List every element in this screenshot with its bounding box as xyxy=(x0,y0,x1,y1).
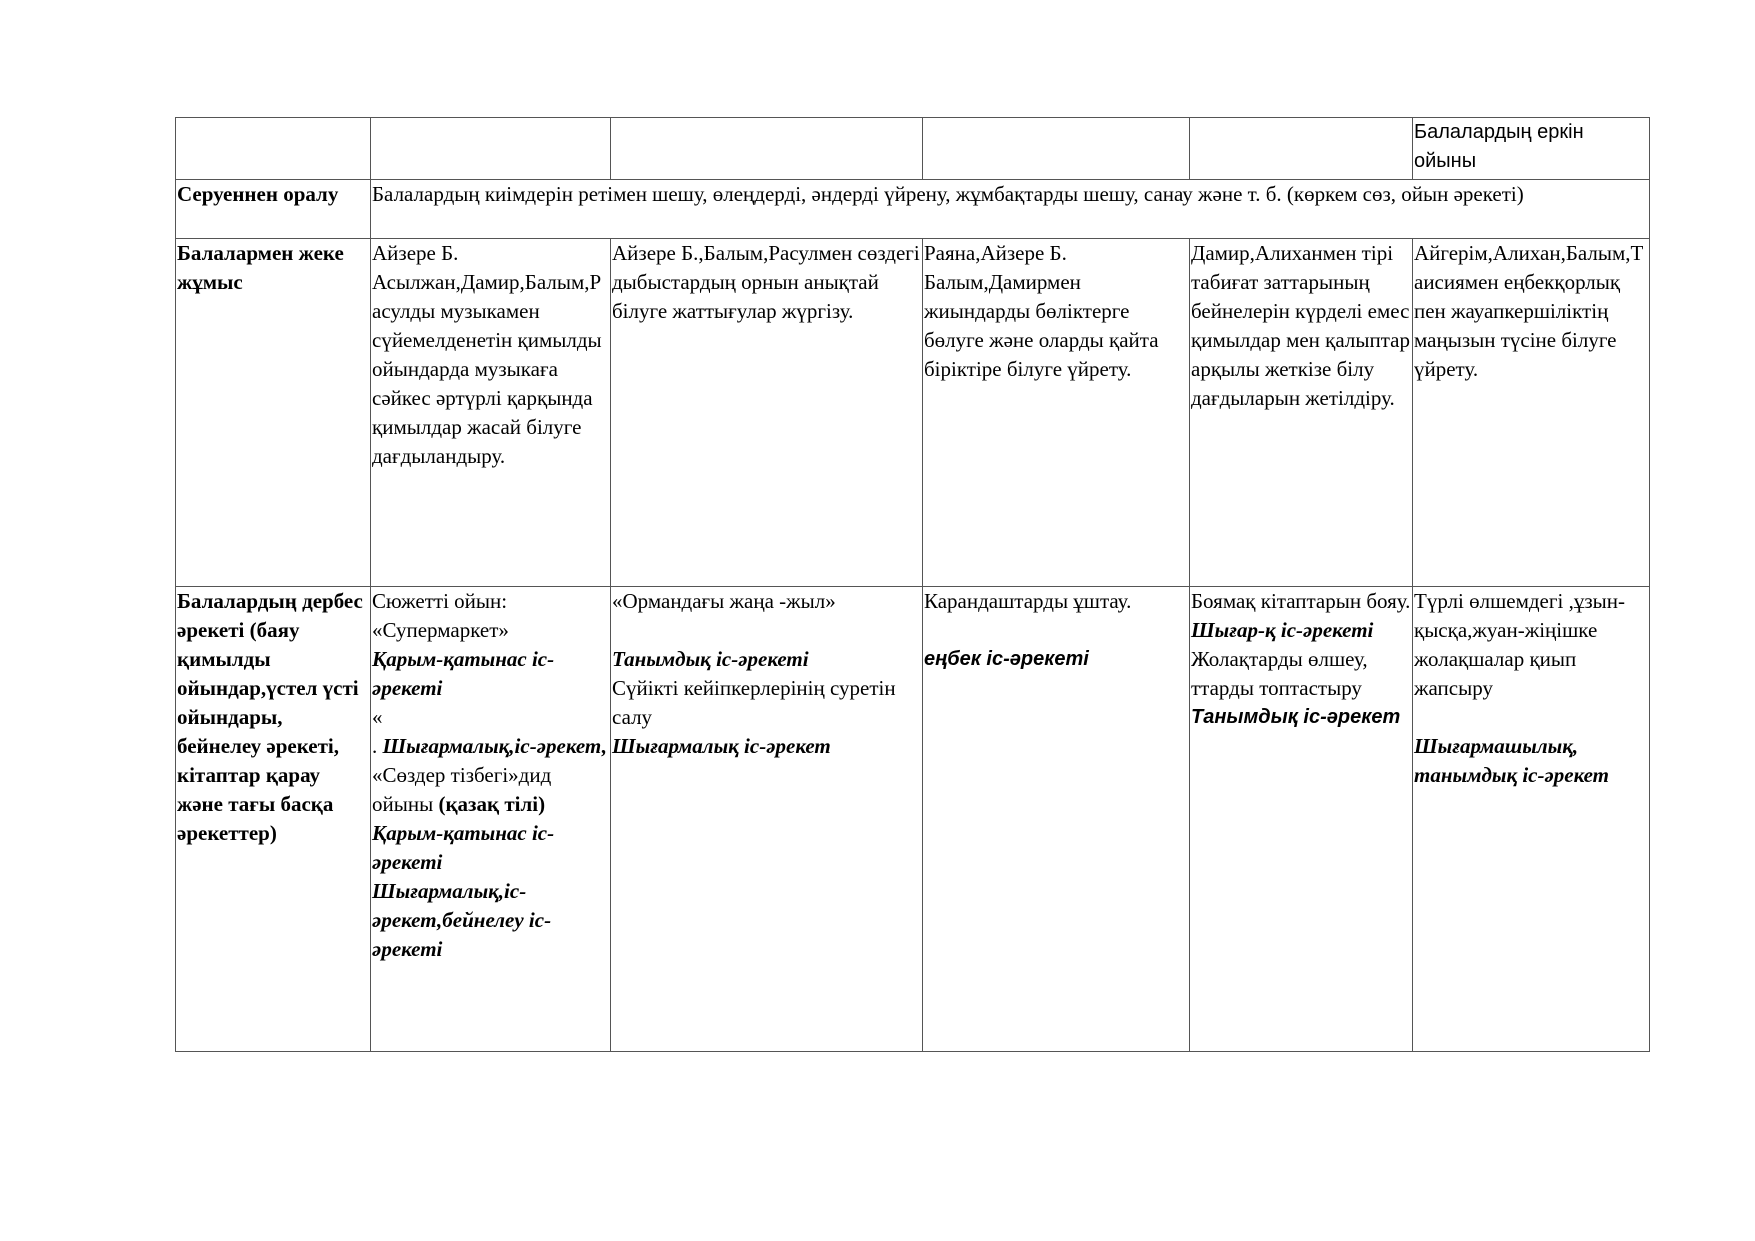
text-line xyxy=(372,761,609,819)
cell-individual-1: Айзере Б. Асылжан,Дамир,Балым,Расулды музыкамен сүйемелденетін қимылды ойындарда музыкаға сәйкес әртүрлі қарқында қимылдар жасай білуге дағдыландыру. xyxy=(371,239,611,587)
activity-type: Шығар-қ іс-әрекеті xyxy=(1191,618,1374,642)
cell-empty xyxy=(371,118,611,180)
table-row-return xyxy=(176,180,1650,239)
cell-empty xyxy=(923,118,1190,180)
table-row-top xyxy=(176,118,1650,180)
row-label-individual: Балалармен жеке жұмыс xyxy=(176,239,371,587)
activity-type: Танымдық іс-әрекет xyxy=(1191,706,1401,728)
cell-free-play: Балалардың еркін ойыны xyxy=(1413,118,1650,180)
activity-type: Қарым-қатынас іс-әрекеті xyxy=(372,647,555,700)
text-line xyxy=(372,732,609,761)
row-label-independent: Балалардың дербес әрекеті (баяу қимылды ойындар,үстел үсті ойындары, бейнелеу әрекеті, кітаптар қарау және тағы басқа әрекеттер) xyxy=(176,587,371,1052)
activity-type: Шығармалық,іс-әрекет, xyxy=(382,734,608,758)
text-line: «Ормандағы жаңа -жыл» xyxy=(612,589,836,613)
text-line: « xyxy=(372,705,383,729)
activity-type: Шығармалық,іс-әрекет,бейнелеу іс-әрекеті xyxy=(372,879,552,961)
activity-type: Шығармашылық, танымдық іс-әрекет xyxy=(1414,734,1610,787)
activity-type: Шығармалық іс-әрекет xyxy=(612,734,831,758)
table-row-individual xyxy=(176,239,1650,587)
cell-independent-2 xyxy=(611,587,923,1052)
table-row-independent xyxy=(176,587,1650,1052)
row-label-return: Серуеннен оралу xyxy=(176,180,371,239)
text-line: Сюжетті ойын: «Супермаркет» xyxy=(372,589,509,642)
cell-individual-5: Айгерім,Алихан,Балым,Таисиямен еңбекқорлық пен жауапкершіліктің маңызын түсіне білуге үйрету. xyxy=(1413,239,1650,587)
activity-type: Қарым-қатынас іс-әрекеті xyxy=(372,821,555,874)
activity-type: Танымдық іс-әрекеті xyxy=(612,647,809,671)
cell-independent-4 xyxy=(1190,587,1413,1052)
cell-empty xyxy=(176,118,371,180)
subject-label: (қазақ тілі) xyxy=(438,792,546,816)
text-line: Карандаштарды ұштау. xyxy=(924,589,1132,613)
cell-individual-4: Дамир,Алиханмен тірі табиғат заттарының бейнелерін күрделі емес қимылдар мен қалыптар арқылы жеткізе білу дағдыларын жетілдіру. xyxy=(1190,239,1413,587)
text-line: Боямақ кітаптарын бояу. xyxy=(1191,589,1411,613)
daily-plan-table xyxy=(175,117,1650,1052)
cell-empty xyxy=(1190,118,1413,180)
cell-independent-3 xyxy=(923,587,1190,1052)
cell-independent-1 xyxy=(371,587,611,1052)
text-line: Түрлі өлшемдегі ,ұзын-қысқа,жуан-жіңішке жолақшалар қиып жапсыру xyxy=(1414,589,1625,700)
cell-independent-5 xyxy=(1413,587,1650,1052)
text-line: Сүйікті кейіпкерлерінің суретін салу xyxy=(612,676,896,729)
cell-individual-2: Айзере Б.,Балым,Расулмен сөздегі дыбыстардың орнын анықтай білуге жаттығулар жүргізу. xyxy=(611,239,923,587)
cell-return-text: Балалардың киімдерін ретімен шешу, өлеңдерді, әндерді үйрену, жұмбақтарды шешу, санау және т. б. (көркем сөз, ойын әрекеті) xyxy=(371,180,1650,239)
text-fragment: «Сөздер тізбегі»дид ойыны xyxy=(372,763,552,816)
cell-empty xyxy=(611,118,923,180)
text-fragment: . xyxy=(372,734,383,758)
text-line: Жолақтарды өлшеу, ттарды топтастыру xyxy=(1191,647,1368,700)
activity-type: еңбек іс-әрекеті xyxy=(924,648,1089,670)
cell-individual-3: Раяна,Айзере Б. Балым,Дамирмен жиындарды бөліктерге бөлуге және оларды қайта біріктіре білуге үйрету. xyxy=(923,239,1190,587)
